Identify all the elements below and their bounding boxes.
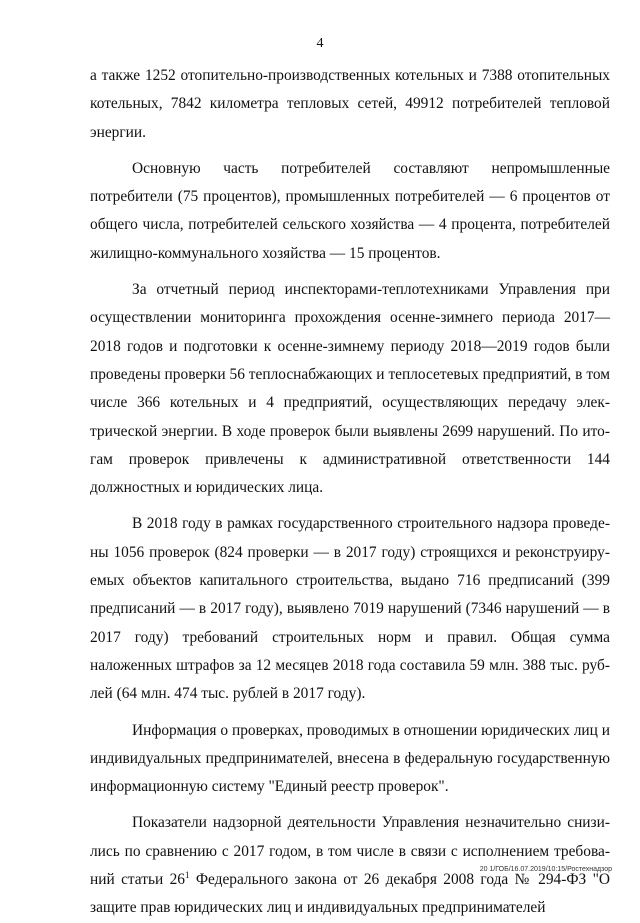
paragraph-2: Основную часть потребителей составляют непромышленные потребители (75 процентов), промышленных потребителей — 6 процентов от общего числа, потребителей сельского хозяйства — 4 процента, потребителей жилищно-коммунального хозяйства — 15 процентов. bbox=[90, 159, 610, 262]
paragraph-3: За отчетный период инспекторами-теплотехниками Управления при осуществлении мониторинга прохождения осенне-зимнего периода 2017—2018 годов и подготовки к осенне-зимнему периоду 2018—2019 годов были проведены проверки 56 теплоснабжающих и теплосетевых предприятий, в том числе 366 котельных и 4 предприятий, осуществляющих передачу электрической энергии. В ходе проверок были выявлены 2699 нарушений. По итогам проверок привлечены к административной ответственности 144 должностных и юридических лица. bbox=[90, 281, 610, 497]
registration-stamp: 20 1/ГОБ/16.07.2019/10:15/Ростехнадзор bbox=[479, 866, 612, 873]
paragraph-5: Информация о проверках, проводимых в отношении юридических лиц и индивидуальных предпринимателей, внесена в федеральную государственную информационную систему "Единый реестр проверок". bbox=[90, 721, 610, 796]
paragraph-6-text-start: Показатели надзорной деятельности Управления незначительно снизились по сравнению с 2017 годом, в том числе в связи с исполнением требований статьи 26 bbox=[90, 814, 610, 889]
paragraph-1: а также 1252 отопительно-производственных котельных и 7388 отопительных котельных, 7842 километра тепловых сетей, 49912 потребителей тепловой энергии. bbox=[90, 67, 610, 141]
footnote-superscript: 1 bbox=[184, 869, 190, 880]
paragraph-4: В 2018 году в рамках государственного строительного надзора проведены 1056 проверок (824 проверки — в 2017 году) строящихся и реконструируемых объектов капитального строительства, выдано 716 предписаний (399 предписаний — в 2017 году), выявлено 7019 нарушений (7346 нарушений — в 2017 году) требований строительных норм и правил. Общая сумма наложенных штрафов за 12 месяцев 2018 года составила 59 млн. 388 тыс. рублей (64 млн. 474 тыс. рублей в 2017 году). bbox=[90, 515, 610, 703]
page-number: 4 bbox=[316, 36, 324, 51]
document-body bbox=[90, 62, 610, 923]
paragraph-6-text-end: Федерального закона от 26 декабря 2008 года № 294-ФЗ "О защите прав юридических лиц и индивидуальных предпринимателей bbox=[90, 871, 610, 917]
